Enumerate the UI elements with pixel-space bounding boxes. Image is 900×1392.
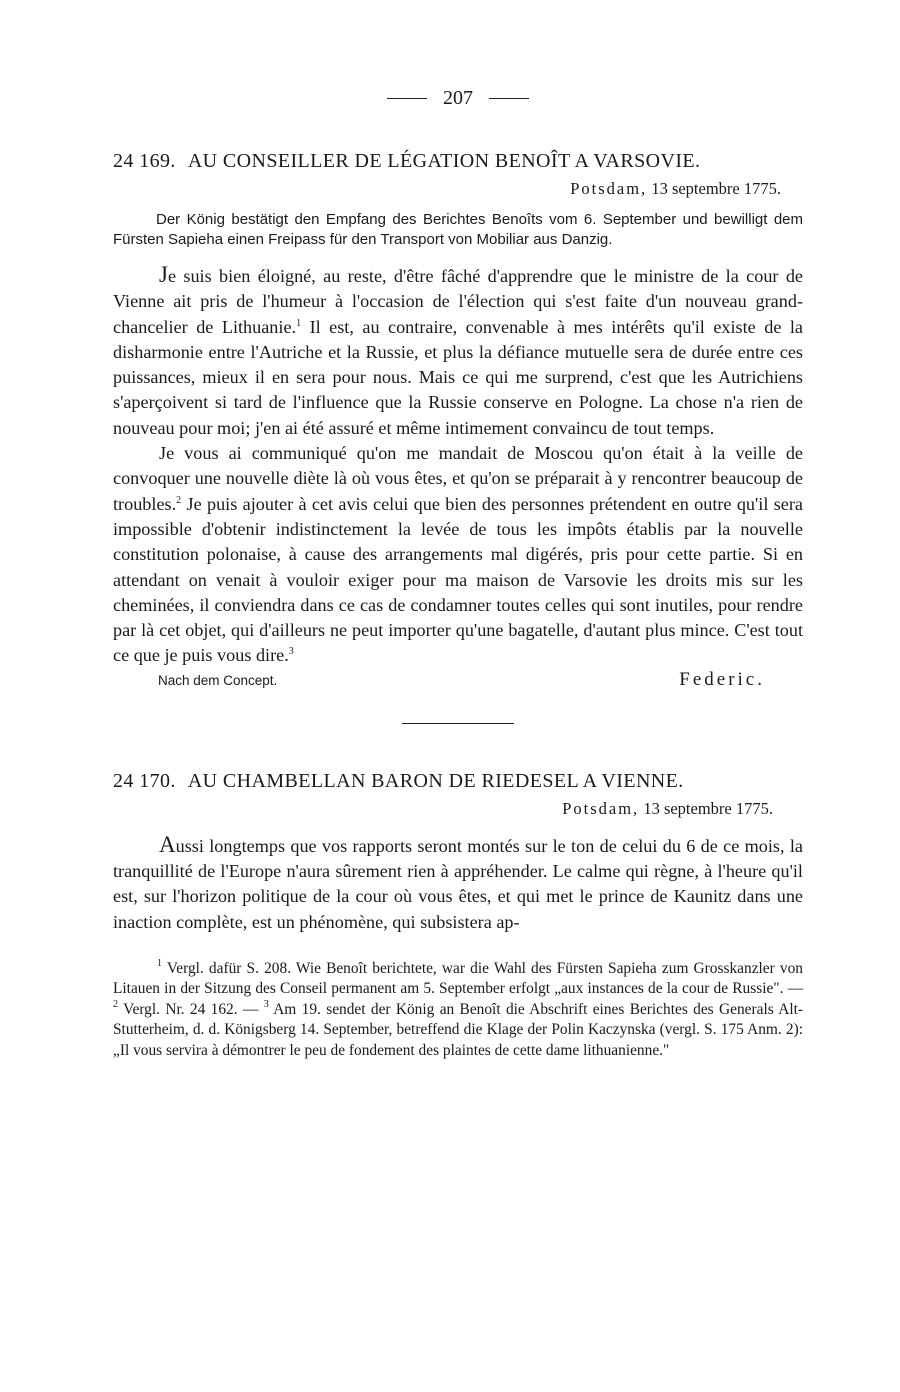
letter-place: Potsdam, <box>570 179 648 198</box>
footnote-text: Am 19. sendet der König an Benoît die Abschrift eines Berichtes des Generals Alt-Stutterheim, d. d. Königsberg 14. September, betreffend die Klage der Polin Kaczynska (vergl. S. 175 Anm. 2): „Il vous servira à démontrer le peu de fondement des plaintes de cette dame lithuanienne." <box>113 1000 803 1059</box>
signature-line <box>113 669 803 699</box>
paragraph-text: e suis bien éloigné, au reste, d'être fâché d'apprendre que le ministre de la cour de Vienne ait pris de l'humeur à l'occasion de l'élection qui s'est faite d'un nouveau grand-chancelier de Lithuanie. <box>113 266 803 337</box>
page-number: 207 <box>443 86 473 109</box>
paragraph <box>113 441 803 669</box>
letter-title: AU CONSEILLER DE LÉGATION BENOÎT A VARSOVIE. <box>187 150 701 172</box>
letter-number: 24 170. <box>113 769 176 792</box>
letter-body <box>113 832 803 935</box>
footnote-ref: 2 <box>176 494 182 506</box>
letter-24170 <box>113 768 803 935</box>
header-rule-left <box>387 98 427 99</box>
initial-letter: J <box>159 262 168 287</box>
footnote-number: 2 <box>113 998 118 1010</box>
letter-title: AU CHAMBELLAN BARON DE RIEDESEL A VIENNE. <box>187 769 684 792</box>
letter-24169 <box>113 148 803 699</box>
paragraph-text: Il est, au contraire, convenable à mes intérêts qu'il existe de la disharmonie entre l'Autriche et la Russie, et plus la défiance mutuelle sera de durée entre ces puissances, mieux il en sera pour nous. Mais ce qui me surprend, c'est que les Autrichiens s'aperçoivent si tard de l'influence que la Russie conserve en Pologne. La chose n'a rien de nouveau pour moi; j'en ai été assuré et même intimement convaincu de tout temps. <box>113 316 804 438</box>
paragraph-text: ussi longtemps que vos rapports seront montés sur le ton de celui du 6 de ce mois, la tranquillité de l'Europe n'aura sûrement rien à appréhender. Le calme qui règne, à l'heure qu'il est, sur l'horizon politique de la cour où vous êtes, et qui met le prince de Kaunitz dans une inaction complète, est un phénomène, qui subsistera ap- <box>113 835 803 932</box>
footnote-block <box>113 959 803 1062</box>
paragraph-text: Je puis ajouter à cet avis celui que bien des personnes prétendent en outre qu'il sera impossible d'obtenir indistinctement la levée de tous les impôts établis par la nouvelle constitution polonaise, à cause des arrangements mal digérés, pris pour cette partie. Si en attendant on venait à vouloir exiger pour ma maison de Varsovie les droits mis sur les cheminées, il conviendra dans ce cas de condamner toutes celles qui sont inutiles, pour rendre par là cet objet, qui d'ailleurs ne peut importer qu'une bagatelle, d'autant plus mince. C'est tout ce que je puis vous dire. <box>113 493 804 666</box>
letter-place: Potsdam, <box>562 798 640 818</box>
footnote-text: Vergl. Nr. 24 162. — <box>123 1000 259 1018</box>
source-note: Nach dem Concept. <box>158 672 278 688</box>
footnotes <box>113 959 803 1062</box>
letter-date: 13 septembre 1775. <box>643 798 773 818</box>
footnote-number: 3 <box>263 998 269 1010</box>
letter-date: 13 septembre 1775. <box>651 179 781 198</box>
footnote-ref: 3 <box>288 646 294 658</box>
page <box>113 86 803 1061</box>
footnote-number: 1 <box>157 957 162 969</box>
page-header <box>113 86 803 110</box>
letter-body <box>113 262 803 669</box>
letter-number: 24 169. <box>113 150 176 172</box>
letter-place-date <box>113 798 803 820</box>
letter-summary: Der König bestätigt den Empfang des Berichtes Benoîts vom 6. September und bewilligt dem Fürsten Sapieha einen Freipass für den Transport von Mobiliar aus Danzig. <box>113 211 803 248</box>
letter-heading <box>113 148 803 174</box>
section-divider <box>402 723 514 724</box>
paragraph <box>113 262 803 441</box>
footnote-ref: 1 <box>296 317 302 329</box>
header-rule-right <box>489 98 529 99</box>
signature: Federic. <box>679 668 765 690</box>
letter-heading <box>113 768 803 794</box>
footnote-text: Vergl. dafür S. 208. Wie Benoît berichtete, war die Wahl des Fürsten Sapieha zum Grosskanzler von Litauen in der Sitzung des Conseil permanent am 5. September erfolgt „aux instances de la cour de Russie". — <box>113 959 803 998</box>
letter-place-date <box>113 178 803 200</box>
paragraph <box>113 832 803 935</box>
paragraph-text: Je vous ai communiqué qu'on me mandait de Moscou qu'on était à la veille de convoquer une nouvelle diète là où vous êtes, et qu'on se préparait à y rencontrer beaucoup de troubles. <box>113 443 803 514</box>
initial-letter: A <box>159 831 176 857</box>
